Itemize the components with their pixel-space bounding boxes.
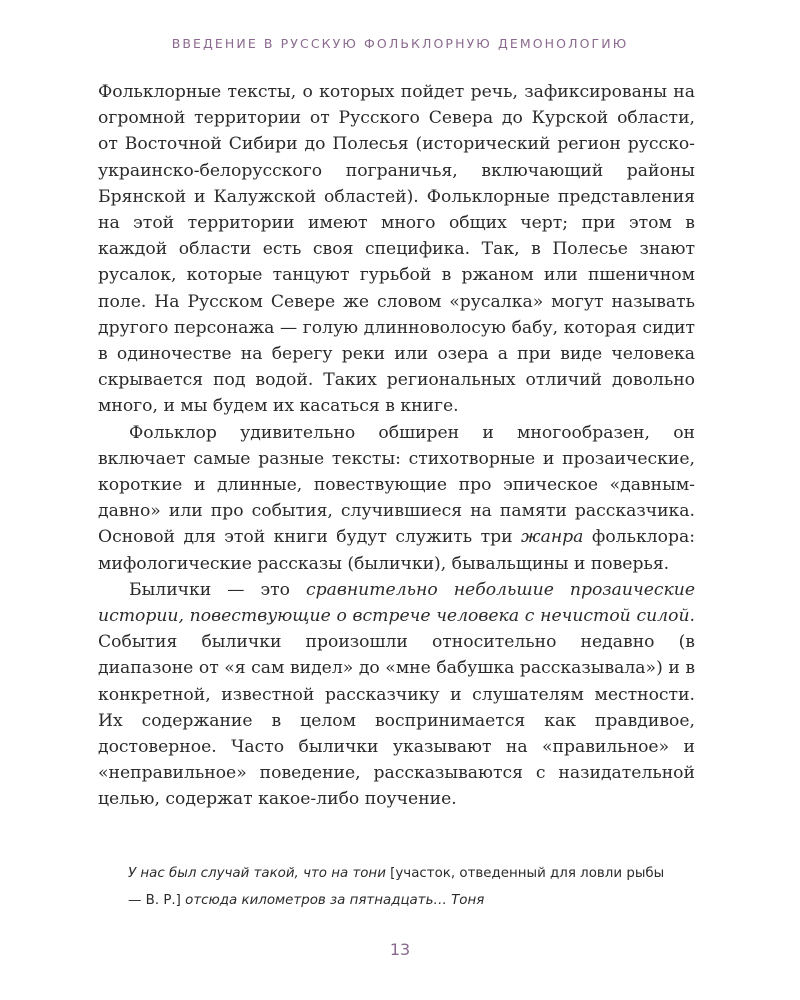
paragraph-genres-text-1: Фольклор удивительно обширен и многообразен, он включает самые разные тексты: стихотворные и прозаические, короткие и длинные, повествующие про эпическое «давным-давно» или про события, случившиеся на памяти рассказчика. Основой для этой книги будут служить три xyxy=(98,422,695,548)
paragraph-genres-text-2: фольклора: мифологические рассказы (былички), бывальщины и поверья. xyxy=(98,527,695,574)
quote-text-2: отсюда километров за пятнадцать… Тоня xyxy=(180,893,485,908)
block-quote xyxy=(128,860,676,914)
paragraph-regions: Фольклорные тексты, о которых пойдет речь, зафиксированы на огромной территории от Русского Севера до Курской области, от Восточной Сибири до Полесья (исторический регион русско-украинско-белорусского пограничья, включающий районы Брянской и Калужской областей). Фольклорные представления на этой территории имеют много общих черт; при этом в каждой области есть своя специфика. Так, в Полесье знают русалок, которые танцуют гурьбой в ржаном или пшеничном поле. На Русском Севере же словом «русалка» могут называть другого персонажа — голую длинноволосую бабу, которая сидит в одиночестве на берегу реки или озера а при виде человека скрывается под водой. Таких региональных отличий довольно много, и мы будем их касаться в книге. xyxy=(98,82,695,417)
paragraph-genres-emphasis: жанра xyxy=(521,527,584,548)
running-head: ВВЕДЕНИЕ В РУССКУЮ ФОЛЬКЛОРНУЮ ДЕМОНОЛОГИЮ xyxy=(171,36,629,51)
quote-editorial-note: [участок, отведенный для ловли рыбы — В. Р.] xyxy=(128,866,665,908)
page-number: 13 xyxy=(389,940,411,959)
body-text xyxy=(98,79,695,813)
paragraph-bylichki-text-1: Былички — это xyxy=(129,579,306,600)
paragraph-bylichki-definition: сравнительно небольшие прозаические истории, повествующие о встрече человека с нечистой силой xyxy=(98,579,695,627)
paragraph-genres xyxy=(98,420,695,577)
paragraph-bylichki xyxy=(98,577,695,813)
quote-text-1: У нас был случай такой, что на тони xyxy=(128,866,391,881)
paragraph-bylichki-text-2: . События былички произошли относительно недавно (в диапазоне от «я сам видел» до «мне бабушка рассказывала») и в конкретной, известной рассказчику и слушателям местности. Их содержание в целом воспринимается как правдивое, достоверное. Часто былички указывают на «правильное» и «неправильное» поведение, рассказываются с назидательной целью, содержат какое-либо поучение. xyxy=(98,606,695,810)
